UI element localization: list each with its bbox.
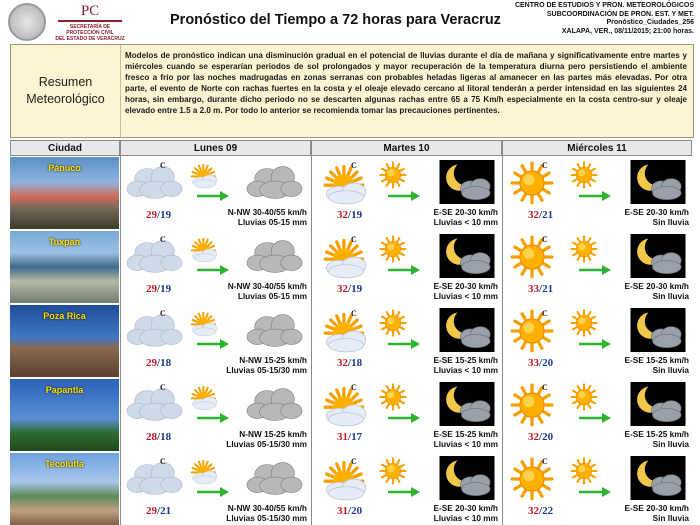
moon-cloud-icon (626, 308, 690, 357)
forecast-cell (311, 157, 502, 229)
moon-cloud-icon (435, 382, 499, 431)
moon-cloud-icon (435, 160, 499, 209)
summary-label: Resumen Meteorológico (11, 45, 121, 137)
temperature: 33/20 (528, 357, 554, 369)
wind-info: E-SE 15-25 km/h Sin lluvia (624, 429, 689, 449)
city-row (10, 305, 692, 377)
temperature: 32/19 (337, 283, 363, 295)
trend-arrow-icon (196, 189, 230, 207)
trend-arrow-icon (387, 337, 421, 355)
temperature: 28/18 (146, 431, 172, 443)
temperature: 29/21 (146, 505, 172, 517)
forecast-cell (120, 453, 311, 525)
wind-info: E-SE 15-25 km/h Sin lluvia (624, 355, 689, 375)
temperature: 29/18 (146, 357, 172, 369)
trend-arrow-icon (196, 411, 230, 429)
sun-icon (508, 383, 556, 432)
wind-info: N-NW 30-40/55 km/h Lluvias 05-15/30 mm (226, 503, 307, 523)
temperature: 31/20 (337, 505, 363, 517)
cloudy-icon (126, 383, 184, 432)
temperature: 32/21 (528, 209, 554, 221)
city-row (10, 157, 692, 229)
city-photo (10, 453, 119, 525)
header-lunes: Lunes 09 (120, 140, 311, 156)
moon-cloud-icon (626, 382, 690, 431)
wind-info: N-NW 30-40/55 km/h Lluvias 05-15 mm (227, 281, 307, 301)
wind-info: E-SE 20-30 km/h Lluvias < 10 mm (433, 281, 498, 301)
unit-symbol: C (351, 235, 357, 244)
trend-arrow-icon (578, 337, 612, 355)
header-martes: Martes 10 (311, 140, 502, 156)
unit-symbol: C (542, 457, 548, 466)
moon-cloud-icon (435, 234, 499, 283)
forecast-cell (311, 379, 502, 451)
logo-text: PC (80, 3, 100, 19)
sun-cloud-icon (317, 309, 373, 358)
wind-info: N-NW 15-25 km/h Lluvias 05-15/30 mm (226, 429, 307, 449)
unit-symbol: C (542, 161, 548, 170)
wind-info: E-SE 20-30 km/h Sin lluvia (624, 281, 689, 301)
city-row (10, 379, 692, 451)
forecast-cell (311, 231, 502, 303)
cloudy-icon (126, 235, 184, 284)
wind-info: E-SE 15-25 km/h Lluvias < 10 mm (433, 355, 498, 375)
city-photo (10, 157, 119, 229)
city-photo (10, 379, 119, 451)
forecast-cell (120, 379, 311, 451)
forecast-cell (120, 157, 311, 229)
forecast-cell (502, 453, 693, 525)
wind-info: E-SE 15-25 km/h Lluvias < 10 mm (433, 429, 498, 449)
city-row (10, 453, 692, 525)
forecast-cell (120, 231, 311, 303)
wind-info: N-NW 30-40/55 km/h Lluvias 05-15 mm (227, 207, 307, 227)
wind-info: N-NW 15-25 km/h Lluvias 05-15/30 mm (226, 355, 307, 375)
trend-arrow-icon (387, 189, 421, 207)
city-photo (10, 305, 119, 377)
trend-arrow-icon (578, 411, 612, 429)
temperature: 33/21 (528, 283, 554, 295)
wind-info: E-SE 20-30 km/h Sin lluvia (624, 503, 689, 523)
city-row (10, 231, 692, 303)
temperature: 32/18 (337, 357, 363, 369)
cloudy-icon (126, 457, 184, 506)
city-name: Tuxpan (48, 237, 81, 247)
moon-cloud-icon (435, 308, 499, 357)
sun-icon (508, 161, 556, 210)
city-name: Pánuco (48, 163, 81, 173)
sun-cloud-icon (317, 383, 373, 432)
wind-info: E-SE 20-30 km/h Sin lluvia (624, 207, 689, 227)
overcast-icon (246, 161, 304, 210)
page-header (0, 0, 700, 42)
forecast-cell (311, 453, 502, 525)
temperature: 32/19 (337, 209, 363, 221)
sun-cloud-icon (317, 161, 373, 210)
state-seal-icon (8, 3, 46, 41)
forecast-cell (502, 157, 693, 229)
unit-symbol: C (351, 161, 357, 170)
temperature: 29/19 (146, 209, 172, 221)
moon-cloud-icon (626, 456, 690, 505)
trend-arrow-icon (578, 189, 612, 207)
unit-symbol: C (542, 383, 548, 392)
overcast-icon (246, 235, 304, 284)
overcast-icon (246, 457, 304, 506)
summary-text: Modelos de pronóstico indican una disminución gradual en el potencial de lluvias durante el día de mañana y significativamente entre martes y miércoles cuando se esperarían periodos de sol prolongados y mayor recuperación de la temperatura diurna pero persistiendo el ambiente fresco a frío por las noches madrugadas en zonas serranas con probables heladas ligeras al amanecer en las partes más elevadas. Por otra parte, el evento de Norte con rachas fuertes en la costa y el oleaje elevado cercano al litoral tenderán a perder intensidad en las siguientes 24 horas, sin embargo, durante dicho periodo no se descarten algunas rachas entre 65 a 75 Km/h especialmente en la costa centro-sur y oleaje elevado entre 1.5 a 2.0 m. Por todo lo anterior se recomienda tomar las precauciones pertinentes. (125, 51, 687, 115)
temperature: 29/19 (146, 283, 172, 295)
moon-cloud-icon (626, 234, 690, 283)
trend-arrow-icon (578, 263, 612, 281)
temperature: 31/17 (337, 431, 363, 443)
unit-symbol: C (160, 457, 166, 466)
wind-info: E-SE 20-30 km/h Lluvias < 10 mm (433, 503, 498, 523)
overcast-icon (246, 309, 304, 358)
unit-symbol: C (542, 235, 548, 244)
trend-arrow-icon (196, 337, 230, 355)
trend-arrow-icon (196, 485, 230, 503)
trend-arrow-icon (387, 485, 421, 503)
wind-info: E-SE 20-30 km/h Lluvias < 10 mm (433, 207, 498, 227)
sun-icon (508, 457, 556, 506)
city-photo (10, 231, 119, 303)
unit-symbol: C (160, 235, 166, 244)
forecast-cell (502, 305, 693, 377)
page-title: Pronóstico del Tiempo a 72 horas para Veracruz (170, 12, 501, 28)
unit-symbol: C (160, 309, 166, 318)
unit-symbol: C (351, 457, 357, 466)
trend-arrow-icon (196, 263, 230, 281)
proteccion-civil-logo: PC SECRETARÍA DE PROTECCIÓN CIVIL DEL ESTADO DE VERACRUZ (50, 3, 130, 42)
forecast-cell (120, 305, 311, 377)
forecast-cell (502, 231, 693, 303)
cloudy-icon (126, 161, 184, 210)
city-name: Papantla (45, 385, 84, 395)
sun-icon (508, 309, 556, 358)
overcast-icon (246, 383, 304, 432)
institution-info: CENTRO DE ESTUDIOS Y PRON. METEOROLÓGICOS SUBCOORDINACIÓN DE PRON. EST. Y MET. Pronóstico_Ciudades_256 XALAPA, VER., 08/11/2015; 21:00 horas. (514, 2, 694, 35)
temperature: 32/20 (528, 431, 554, 443)
unit-symbol: C (542, 309, 548, 318)
forecast-cell (502, 379, 693, 451)
summary-box (10, 44, 694, 138)
sun-cloud-icon (317, 457, 373, 506)
trend-arrow-icon (578, 485, 612, 503)
trend-arrow-icon (387, 263, 421, 281)
moon-cloud-icon (626, 160, 690, 209)
sun-cloud-icon (317, 235, 373, 284)
header-ciudad: Ciudad (10, 140, 120, 156)
forecast-cell (311, 305, 502, 377)
trend-arrow-icon (387, 411, 421, 429)
moon-cloud-icon (435, 456, 499, 505)
unit-symbol: C (160, 383, 166, 392)
unit-symbol: C (351, 309, 357, 318)
cloudy-icon (126, 309, 184, 358)
unit-symbol: C (351, 383, 357, 392)
header-miercoles: Miércoles 11 (502, 140, 692, 156)
city-name: Tecolutla (45, 459, 84, 469)
sun-icon (508, 235, 556, 284)
temperature: 32/22 (528, 505, 554, 517)
city-name: Poza Rica (43, 311, 86, 321)
unit-symbol: C (160, 161, 166, 170)
